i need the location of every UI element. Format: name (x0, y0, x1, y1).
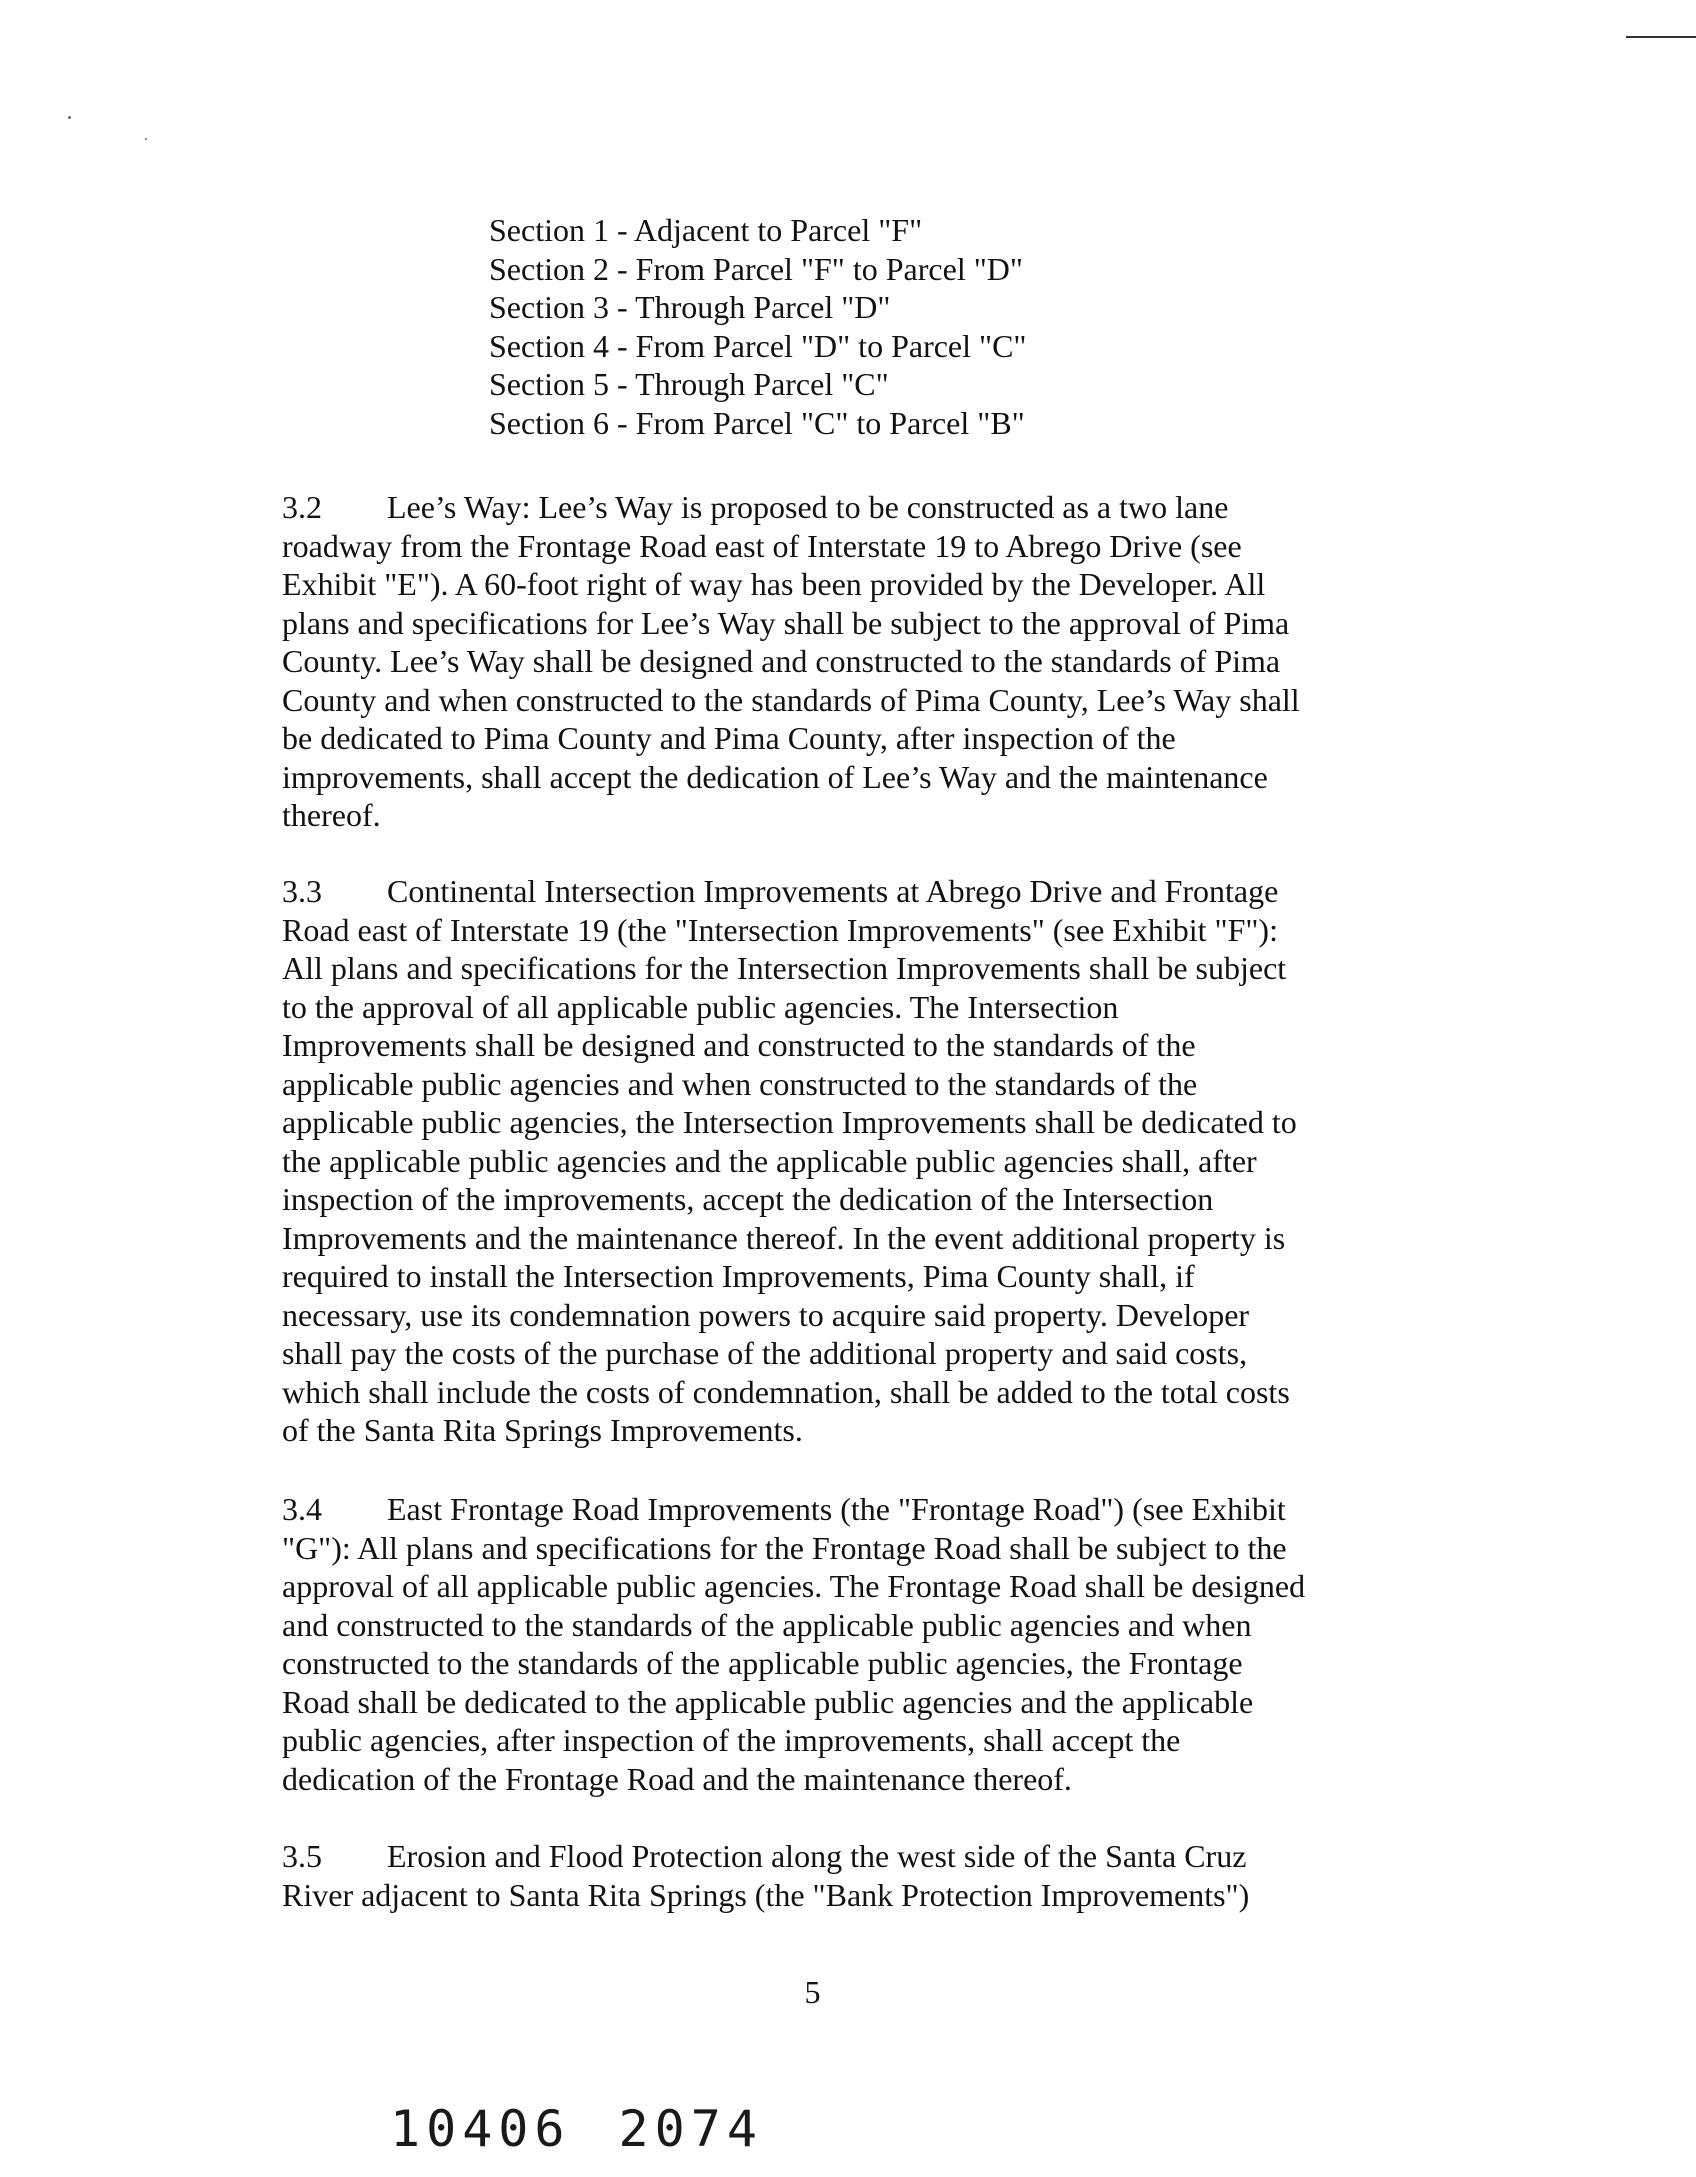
paragraph-line: thereof. (282, 797, 381, 833)
paragraph-line: Continental Intersection Improvements at Abrego Drive and Frontage (387, 873, 1279, 909)
paragraph-line: of the Santa Rita Springs Improvements. (282, 1412, 803, 1448)
recording-stamp (390, 2100, 763, 2158)
paragraph-line: River adjacent to Santa Rita Springs (the "Bank Protection Improvements") (282, 1876, 1250, 1913)
section-list-item: Section 4 - From Parcel "D" to Parcel "C" (489, 327, 1027, 364)
paragraph-line: Road east of Interstate 19 (the "Intersection Improvements" (see Exhibit "F"): (282, 911, 1278, 948)
paragraph-line: required to install the Intersection Improvements, Pima County shall, if (282, 1258, 1195, 1294)
stamp-book-number: 10406 (390, 2100, 571, 2158)
paragraph-line: the applicable public agencies and the applicable public agencies shall, after (282, 1142, 1257, 1179)
paragraph-number: 3.3 (282, 873, 322, 909)
paragraph-line: roadway from the Frontage Road east of Interstate 19 to Abrego Drive (see (282, 527, 1242, 564)
stamp-page-number: 2074 (618, 2100, 763, 2158)
paragraph-line: Exhibit "E"). A 60-foot right of way has been provided by the Developer. All (282, 566, 1266, 602)
paragraph-line: County and when constructed to the standards of Pima County, Lee’s Way shall (282, 681, 1300, 718)
paragraph-line: inspection of the improvements, accept the dedication of the Intersection (282, 1181, 1214, 1217)
paragraph-line: Lee’s Way: Lee’s Way is proposed to be constructed as a two lane (387, 489, 1229, 525)
paragraph-3-3 (282, 872, 1462, 1450)
paragraph-3-5 (282, 1837, 1462, 1914)
section-list-item: Section 2 - From Parcel "F" to Parcel "D" (489, 250, 1023, 287)
paragraph-line: Improvements and the maintenance thereof. In the event additional property is (282, 1219, 1286, 1256)
paragraph-line: applicable public agencies, the Intersection Improvements shall be dedicated to (282, 1104, 1297, 1140)
paragraph-number: 3.2 (282, 489, 322, 525)
paragraph-line: approval of all applicable public agencies. The Frontage Road shall be designed (282, 1568, 1306, 1604)
paragraph-line: applicable public agencies and when constructed to the standards of the (282, 1065, 1198, 1102)
section-list (489, 211, 1389, 442)
paragraph-number: 3.4 (282, 1491, 322, 1527)
scan-edge-mark (1626, 36, 1696, 38)
paragraph-line: public agencies, after inspection of the improvements, shall accept the (282, 1722, 1181, 1758)
section-list-item: Section 3 - Through Parcel "D" (489, 289, 891, 325)
paragraph-line: which shall include the costs of condemnation, shall be added to the total costs (282, 1373, 1290, 1410)
paragraph-number: 3.5 (282, 1838, 322, 1874)
page-number: 5 (804, 1974, 821, 2010)
paragraph-line: necessary, use its condemnation powers to acquire said property. Developer (282, 1296, 1250, 1333)
section-list-item: Section 1 - Adjacent to Parcel "F" (489, 212, 923, 248)
paragraph-line: dedication of the Frontage Road and the maintenance thereof. (282, 1760, 1072, 1797)
paragraph-line: shall pay the costs of the purchase of the additional property and said costs, (282, 1335, 1248, 1371)
section-list-item: Section 6 - From Parcel "C" to Parcel "B" (489, 404, 1025, 441)
paragraph-line: County. Lee’s Way shall be designed and constructed to the standards of Pima (282, 643, 1281, 679)
paragraph-line: improvements, shall accept the dedication of Lee’s Way and the maintenance (282, 758, 1268, 795)
paragraph-line: and constructed to the standards of the applicable public agencies and when (282, 1606, 1252, 1643)
paragraph-line: plans and specifications for Lee’s Way shall be subject to the approval of Pima (282, 604, 1290, 641)
paragraph-line: to the approval of all applicable public agencies. The Intersection (282, 988, 1119, 1025)
paragraph-line: East Frontage Road Improvements (the "Frontage Road") (see Exhibit (387, 1491, 1286, 1527)
paragraph-3-4 (282, 1490, 1462, 1798)
section-list-item: Section 5 - Through Parcel "C" (489, 366, 889, 402)
paragraph-line: be dedicated to Pima County and Pima County, after inspection of the (282, 720, 1176, 756)
scan-speck (68, 116, 71, 119)
paragraph-line: Road shall be dedicated to the applicable public agencies and the applicable (282, 1683, 1254, 1720)
paragraph-line: Improvements shall be designed and constructed to the standards of the (282, 1027, 1196, 1063)
scan-speck (145, 138, 147, 140)
paragraph-line: "G"): All plans and specifications for the Frontage Road shall be subject to the (282, 1529, 1287, 1566)
paragraph-line: Erosion and Flood Protection along the west side of the Santa Cruz (387, 1838, 1247, 1874)
paragraph-line: constructed to the standards of the applicable public agencies, the Frontage (282, 1645, 1243, 1681)
paragraph-line: All plans and specifications for the Intersection Improvements shall be subject (282, 950, 1287, 986)
paragraph-3-2 (282, 488, 1462, 835)
